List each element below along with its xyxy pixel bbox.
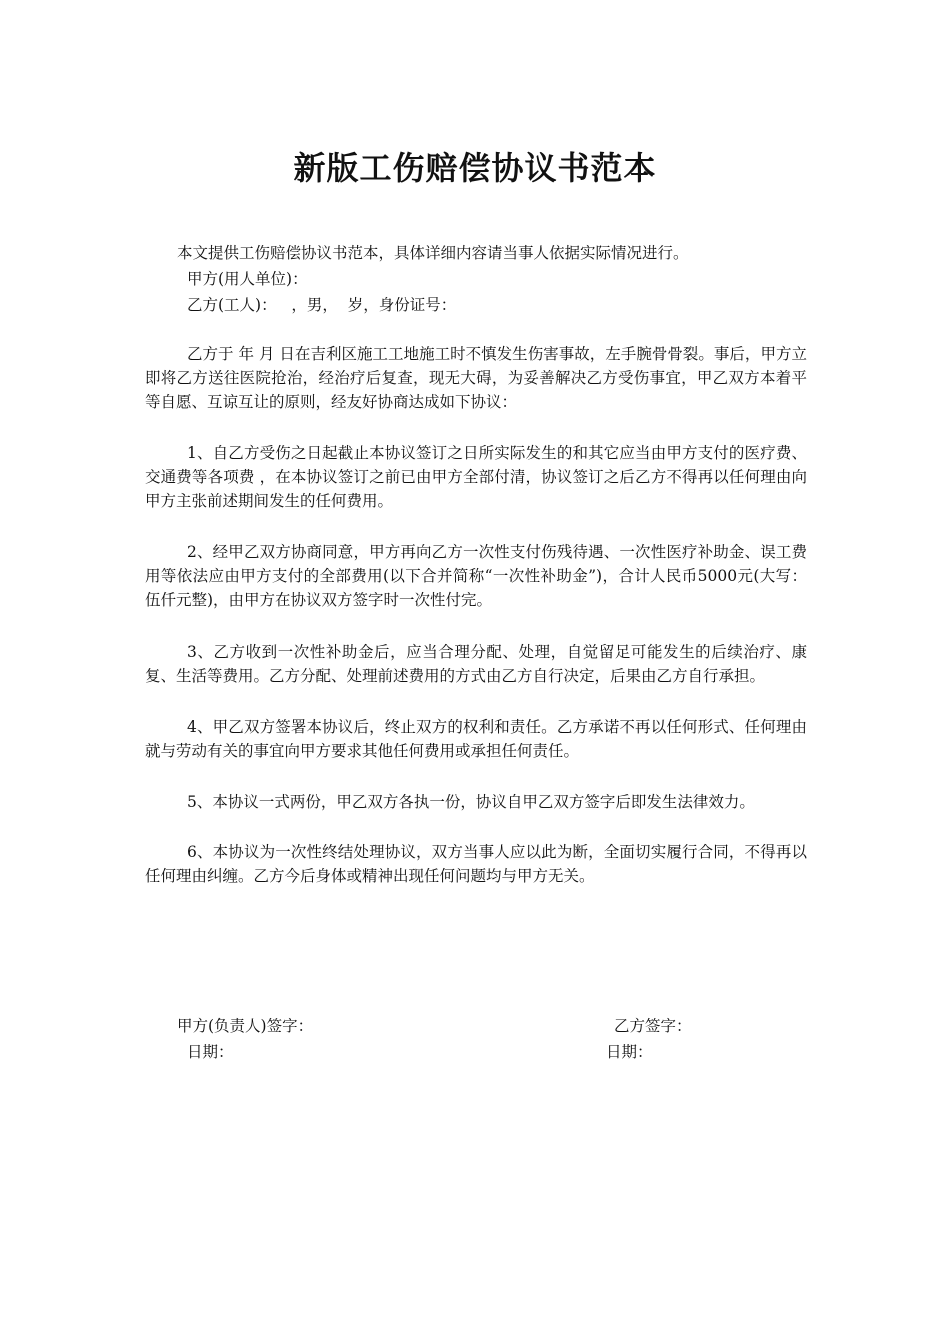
clause-5: 5、本协议一式两份，甲乙双方各执一份，协议自甲乙双方签字后即发生法律效力。 <box>187 793 755 811</box>
party-a-signature-label: 甲方(负责人)签字： <box>177 1017 314 1035</box>
clause-4: 4、甲乙双方签署本协议后，终止双方的权利和责任。乙方承诺不再以任何形式、任何理由就与劳动有关的事宜向甲方要求其他任何费用或承担任何责任。 <box>145 718 807 760</box>
clause-1: 1、自乙方受伤之日起截止本协议签订之日所实际发生的和其它应当由甲方支付的医疗费、交通费等各项费 ，在本协议签订之前已由甲方全部付清，协议签订之后乙方不得再以任何理由向甲方主张前述期间发生的任何费用。 <box>145 444 807 510</box>
preamble-paragraph: 乙方于 年 月 日在吉利区施工工地施工时不慎发生伤害事故，左手腕骨骨裂。事后，甲方立即将乙方送往医院抢治，经治疗后复查，现无大碍，为妥善解决乙方受伤事宜，甲乙双方本着平等自愿、互谅互让的原则，经友好协商达成如下协议： <box>145 345 807 411</box>
party-b-signature-label: 乙方签字： <box>614 1017 692 1035</box>
clause-6: 6、本协议为一次性终结处理协议，双方当事人应以此为断，全面切实履行合同，不得再以任何理由纠缠。乙方今后身体或精神出现任何问题均与甲方无关。 <box>145 843 807 885</box>
document-title: 新版工伤赔偿协议书范本 <box>293 149 657 187</box>
party-b-date-label: 日期： <box>606 1043 653 1061</box>
intro-text: 本文提供工伤赔偿协议书范本，具体详细内容请当事人依据实际情况进行。 <box>177 244 689 262</box>
party-b-line: 乙方(工人)： ，男， 岁，身份证号： <box>187 296 457 314</box>
party-a-date-label: 日期： <box>187 1043 234 1061</box>
clause-2: 2、经甲乙双方协商同意，甲方再向乙方一次性支付伤残待遇、一次性医疗补助金、误工费用等依法应由甲方支付的全部费用(以下合并简称“一次性补助金”)，合计人民币5000元(大写：伍仟元整)，由甲方在协议双方签字时一次性付完。 <box>145 543 807 609</box>
clause-3: 3、乙方收到一次性补助金后，应当合理分配、处理，自觉留足可能发生的后续治疗、康复、生活等费用。乙方分配、处理前述费用的方式由乙方自行决定，后果由乙方自行承担。 <box>145 643 807 685</box>
party-a-line: 甲方(用人单位)： <box>187 270 308 288</box>
